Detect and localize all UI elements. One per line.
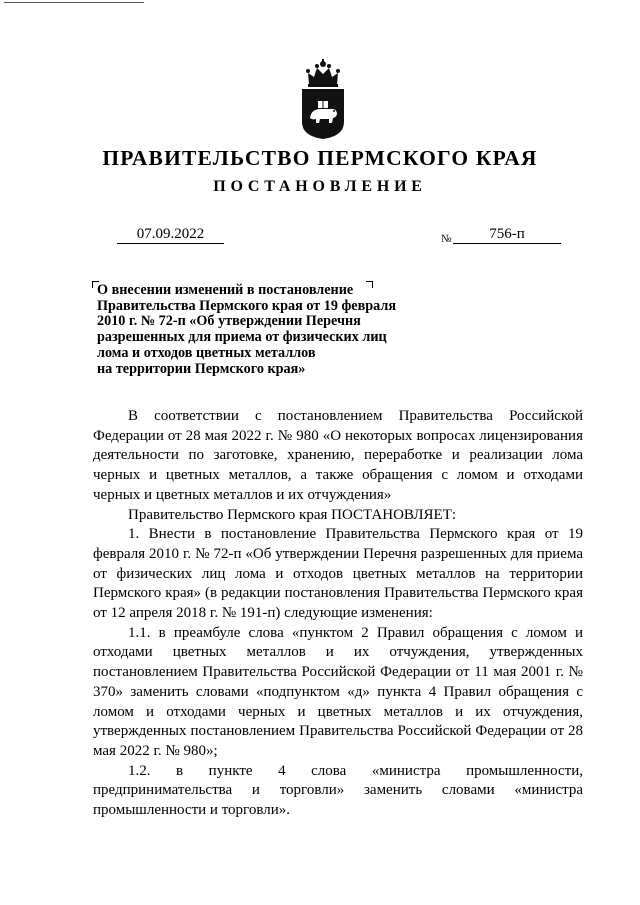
organization-title: ПРАВИТЕЛЬСТВО ПЕРМСКОГО КРАЯ (102, 146, 538, 170)
subject-line: О внесении изменений в постановление (97, 282, 354, 298)
subject-line: лома и отходов цветных металлов (97, 344, 316, 361)
document-subject (97, 283, 427, 377)
clause-1-1-paragraph: 1.1. в преамбуле слова «пунктом 2 Правил обращения с ломом и отходами цветных металлов и их отчуждения, утвержденных постановлением Правительства Российской Федерации от 11 мая 2001 г. № 370» заменить словами «подпунктом «д» пункта 4 Правил обращения с ломом и отходами черных и цветных металлов и их отчуждения, утвержденных постановлением Правительства Российской Федерации от 28 мая 2022 г. № 980»; (93, 624, 583, 759)
scan-edge-line (4, 2, 144, 3)
preamble-paragraph: В соответствии с постановлением Правительства Российской Федерации от 28 мая 2022 г. № 980 «О некоторых вопросах лицензирования деятельности по заготовке, хранению, переработке и реализации лома черных и цветных металлов, а также обращения с ломом и отходами черных и цветных металлов и их отчуждения» (93, 408, 583, 503)
number-sign: № (441, 233, 452, 245)
coat-of-arms-icon (299, 58, 347, 140)
subject-line: 2010 г. № 72-п «Об утверждении Перечня (97, 313, 361, 330)
clause-1-2-paragraph: 1.2. в пункте 4 слова «министра промышленности, предпринимательства и торговли» заменить словами «министра промышленности и торговли». (93, 762, 583, 819)
subject-line: Правительства Пермского края от 19 февраля (97, 297, 396, 314)
document-body (93, 407, 583, 821)
document-type: ПОСТАНОВЛЕНИЕ (213, 178, 427, 195)
clause-1-paragraph: 1. Внести в постановление Правительства Пермского края от 19 февраля 2010 г. № 72-п «Об утверждении Перечня разрешенных для приема от физических лиц лома и отходов цветных металлов на территории Пермского края» (в редакции постановления Правительства Пермского края от 12 апреля 2018 г. № 191-п) следующие изменения: (93, 526, 583, 622)
subject-line: на территории Пермского края» (97, 360, 306, 377)
document-date: 07.09.2022 (117, 225, 224, 244)
document-number: 756-п (453, 225, 561, 244)
subject-line: разрешенных для приема от физических лиц (97, 329, 387, 346)
resolution-paragraph: Правительство Пермского края ПОСТАНОВЛЯЕТ: (128, 506, 457, 523)
